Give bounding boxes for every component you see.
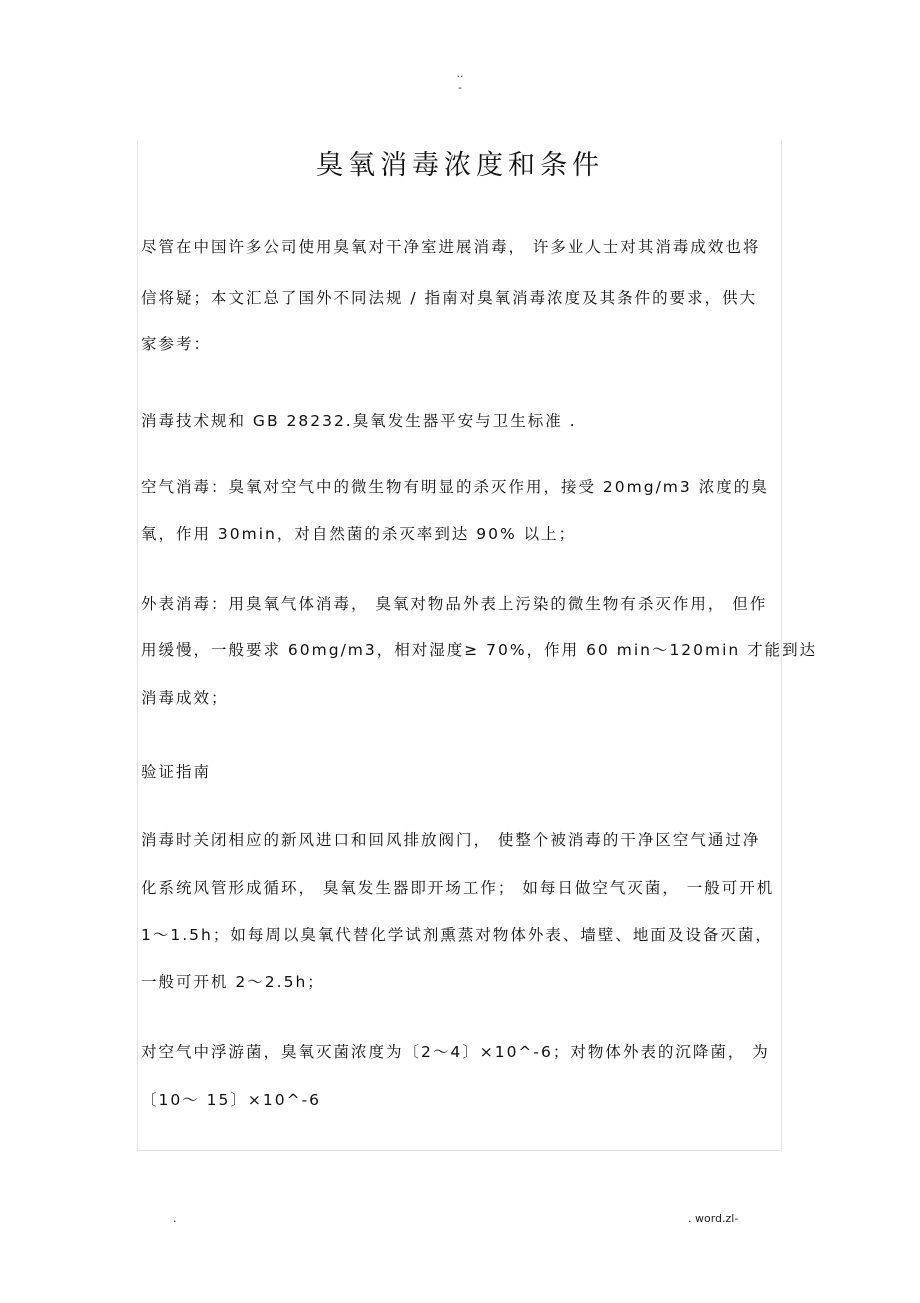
header-mark-bottom: - — [458, 81, 462, 94]
footer-right: . word.zl- — [688, 1212, 739, 1225]
footer-left: . — [173, 1212, 177, 1225]
surface-line-3: 消毒成效； — [141, 689, 229, 707]
header-mark-top: .. — [456, 67, 464, 80]
procedure-line-3: 1～1.5h；如每周以臭氧代替化学试剂熏蒸对物体外表、墙壁、地面及设备灭菌， — [141, 926, 773, 944]
procedure-line-2: 化系统风管形成循环， 臭氧发生器即开场工作； 如每日做空气灭菌， 一般可开机 — [141, 879, 775, 897]
concentration-line-2: 〔10～ 15〕×10^-6 — [141, 1091, 322, 1109]
intro-line-2: 信将疑；本文汇总了国外不同法规 / 指南对臭氧消毒浓度及其条件的要求，供大 — [141, 289, 758, 307]
guide-heading: 验证指南 — [141, 763, 212, 781]
procedure-line-4: 一般可开机 2～2.5h； — [141, 973, 325, 991]
concentration-line-1: 对空气中浮游菌，臭氧灭菌浓度为〔2～4〕×10^-6；对物体外表的沉降菌， 为 — [141, 1043, 770, 1061]
surface-line-1: 外表消毒：用臭氧气体消毒， 臭氧对物品外表上污染的微生物有杀灭作用， 但作 — [141, 595, 768, 613]
surface-line-2: 用缓慢，一般要求 60mg/m3，相对湿度≥ 70%，作用 60 min～120min 才能到达 — [141, 641, 818, 659]
standard-line: 消毒技术规和 GB 28232.臭氧发生器平安与卫生标准 . — [141, 412, 577, 430]
air-line-1: 空气消毒：臭氧对空气中的微生物有明显的杀灭作用，接受 20mg/m3 浓度的臭 — [141, 478, 769, 496]
air-line-2: 氧，作用 30min，对自然菌的杀灭率到达 90% 以上； — [141, 525, 577, 543]
procedure-line-1: 消毒时关闭相应的新风进口和回风排放阀门， 使整个被消毒的干净区空气通过净 — [141, 831, 761, 849]
intro-line-1: 尽管在中国许多公司使用臭氧对干净室进展消毒， 许多业人士对其消毒成效也将 — [141, 238, 761, 256]
intro-line-3: 家参考： — [141, 335, 212, 353]
document-title: 臭氧消毒浓度和条件 — [316, 150, 604, 181]
